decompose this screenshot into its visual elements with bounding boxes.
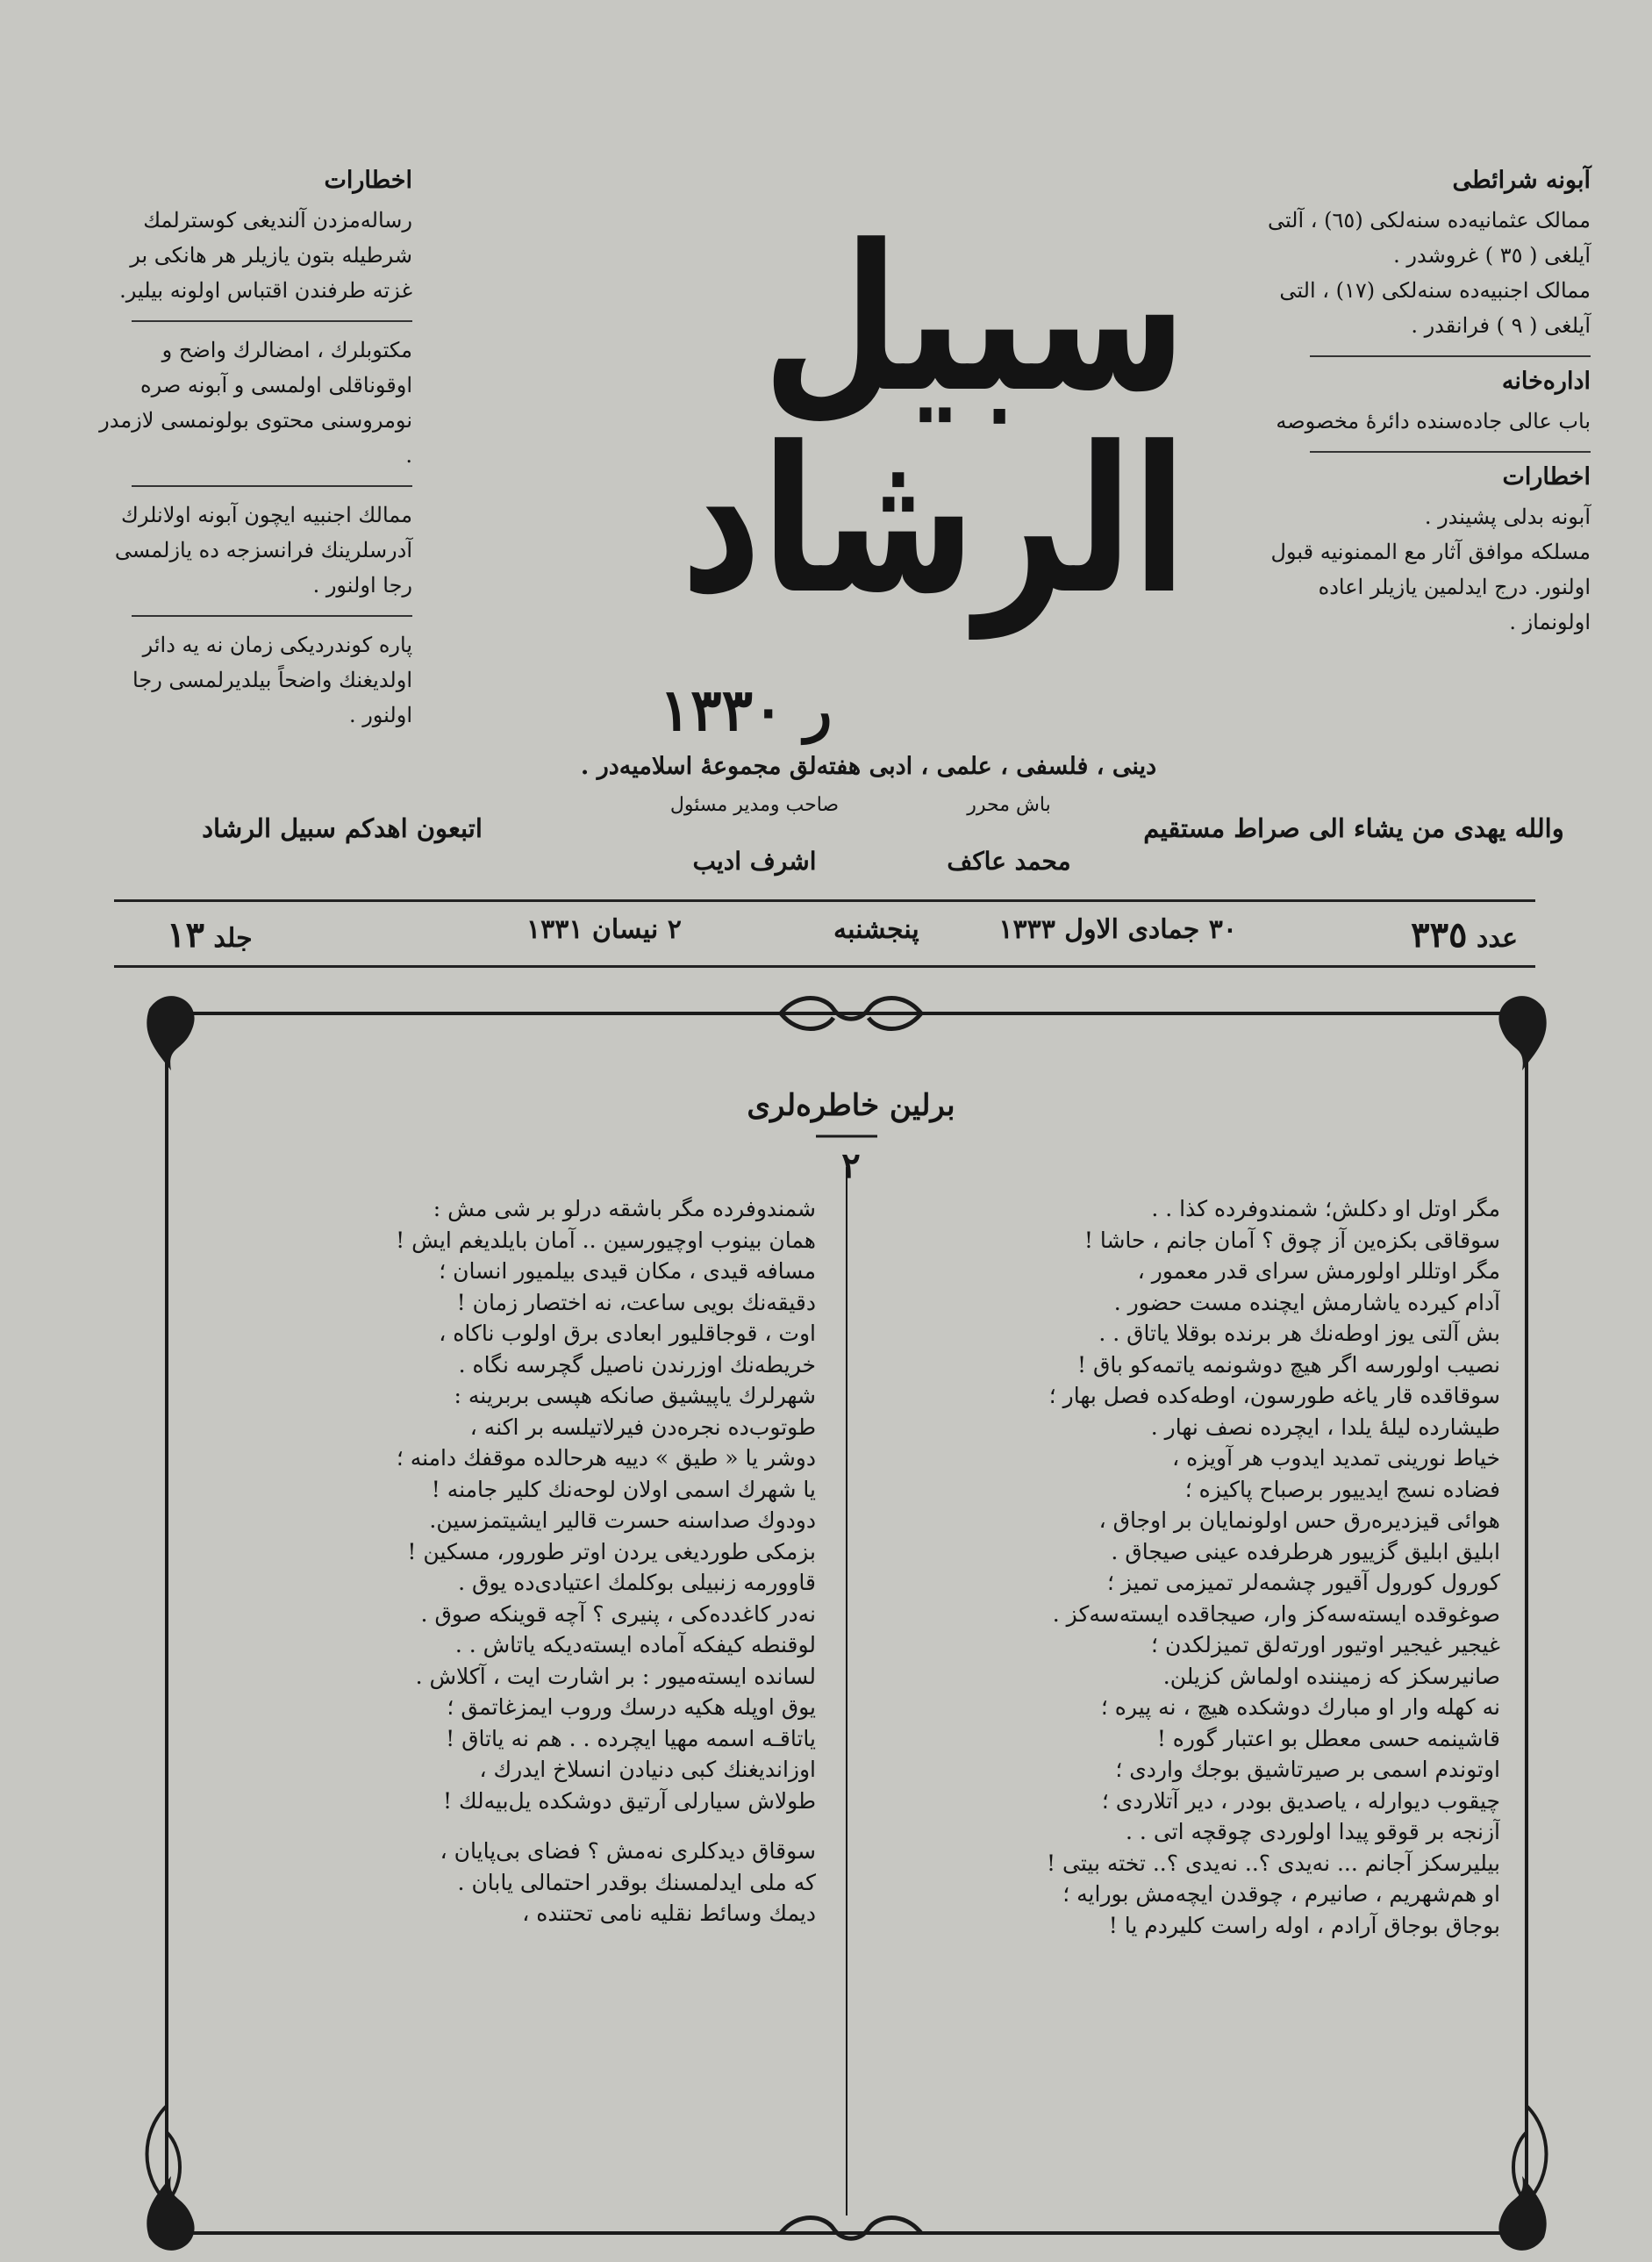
verse-line: سوقاق دیدکلری نه‌مش ؟ فضای بی‌پایان ، — [440, 1838, 816, 1864]
verse-line: طولاش سیارلی آرتیق دوشکده یل‌بیه‌لك ! — [442, 1787, 816, 1814]
verse-line: بیلیرسکز آجانم ... نه‌یدی ؟.. نه‌یدی ؟.. تخته بیتی ! — [1047, 1850, 1500, 1876]
notice-line: ممالك اجنبیه ایچون آبونه اولانلرك — [121, 503, 412, 527]
verse-line: یا شهرك اسمی اولان لوحه‌نك کلیر جامنه ! — [431, 1476, 816, 1502]
notice-line: غزته طرفندن اقتباس اولونه بیلیر. — [119, 278, 412, 303]
notice-line: اولنور. درج ایدلمین یازیلر اعاده — [1318, 575, 1591, 599]
verse-line: اوتوندم اسمی بر صیرتاشیق بوجك واردی ؛ — [1115, 1757, 1500, 1782]
subscription-heading: آبونه شرائطی — [1452, 167, 1591, 194]
verse-line: شمندوفرده مگر باشقه درلو بر شی مش : — [433, 1196, 816, 1221]
verse-line: نه‌در کاغدده‌کی ، پنیری ؟ آچه قوینکه صوق . — [420, 1600, 816, 1627]
issue-number — [1411, 914, 1518, 956]
verse-line: خریطه‌نك اوزرندن ناصیل گچرسه نگاه . — [458, 1351, 816, 1378]
verse-line: کورول کورول آقیور چشمه‌لر تمیزمی تمیز ؛ — [1106, 1570, 1500, 1595]
verse-line: لوقنطه کیفکه آماده ایسته‌دیکه یاتاش . . — [454, 1632, 816, 1657]
subscription-line: ممالک اجنبیه‌ده سنه‌لکی (١٧) ، التی — [1279, 278, 1591, 303]
notice-line: آدرسلرینك فرانسزجه ده یازلمسی — [114, 538, 412, 562]
motto-right: والله یهدی من یشاء الی صراط مستقیم — [1143, 813, 1564, 843]
left-notices-heading: اخطارات — [324, 167, 412, 194]
role-publisher: صاحب ومدیر مسئول — [669, 794, 840, 816]
notice-line: اوقوناقلی اولمسی و آبونه صره — [140, 373, 412, 397]
office-line: باب عالی جاده‌سنده دائرهٔ مخصوصه — [1276, 409, 1591, 433]
verse-line: نه کهله وار او مبارك دوشکده هیچ ، نه پیره ؛ — [1100, 1694, 1500, 1720]
article-part-number: ٢ — [841, 1145, 861, 1186]
verse-line: شهرلرك یاپیشیق صانکه هپسی بربرینه : — [454, 1383, 816, 1408]
verse-line: سوقاقده قار یاغه طورسون، اوطه‌کده فصل بهار ؛ — [1048, 1383, 1500, 1408]
verse-line: دقیقه‌نك بویی ساعت، نه اختصار زمان ! — [456, 1289, 816, 1315]
verse-line: صوغوقده ایسته‌سه‌کز وار، صیجاقده ایسته‌سه‌کز . — [1052, 1600, 1500, 1627]
verse-line: غیجیر غیجیر اوتیور اورته‌لق تمیزلکدن ؛ — [1151, 1632, 1500, 1657]
stanza-gap — [325, 1816, 816, 1836]
left-notices-para-4 — [97, 627, 412, 733]
divider — [132, 320, 412, 322]
divider — [132, 615, 412, 617]
notice-line: رجا اولنور . — [312, 573, 412, 598]
verse-line: دیمك وسائط نقلیه نامی تحتنده ، — [522, 1901, 816, 1926]
article-column-right — [991, 1193, 1500, 1941]
verse-line: او هم‌شهریم ، صانیرم ، چوقدن ایچه‌مش بورایه ؛ — [1062, 1881, 1500, 1907]
notice-line: اولونماز . — [1509, 610, 1591, 634]
notice-line: اولنور . — [348, 703, 412, 727]
verse-line: مسافه قیدی ، مکان قیدی بیلمیور انسان ؛ — [439, 1258, 816, 1284]
verse-line: قاشینمه حسی معطل بو اعتبار گوره ! — [1156, 1725, 1500, 1751]
verse-line: لسانده ایسته‌میور : بر اشارت ایت ، آکلاش . — [415, 1663, 816, 1689]
verse-line: بزمکی طوردیغی یردن اوتر طورور، مسکین ! — [407, 1538, 816, 1564]
issue-bar — [114, 899, 1535, 968]
left-notices-para-3 — [97, 497, 412, 603]
name-publisher: اشرف ادیب — [692, 847, 817, 876]
verse-line: بوجاق بوجاق آرادم ، اوله راست کلیردم یا ! — [1108, 1912, 1500, 1938]
verse-line: سوقاقی بکزه‌ین آز چوق ؟ آمان جانم ، حاشا ! — [1083, 1227, 1500, 1253]
verse-line: که ملی ایدلمسنك بوقدر احتمالی یابان . — [457, 1869, 816, 1895]
subscription-line: ممالک عثمانیه‌ده سنه‌لکی (٦٥) ، آلتی — [1267, 208, 1591, 233]
subscription-line: آیلغی ( ٣٥ ) غروشدر . — [1393, 243, 1591, 268]
office-heading: اداره‌خانه — [1501, 368, 1591, 395]
divider — [1310, 451, 1591, 453]
divider — [1310, 355, 1591, 357]
rumi-date: ٢ نیسان ١٣٣١ — [526, 914, 682, 945]
subscription-terms — [1257, 167, 1591, 652]
verse-line: آزنجه بر قوقو پیدا اولوردی چوقچه اتی . . — [1126, 1819, 1500, 1844]
notice-line: اولدیغنك واضحاً بیلدیرلمسی رجا — [132, 668, 412, 692]
article-column-left — [325, 1193, 816, 1929]
verse-line: صانیرسکز که زمیننده اولماش کزیلن. — [1162, 1663, 1500, 1689]
subscription-lines — [1257, 203, 1591, 343]
volume-label: جلد — [213, 923, 253, 954]
verse-line: خیاط نورینی تمدید ایدوب هر آویزه ، — [1172, 1445, 1500, 1471]
verse-line: ابلیق ابلیق گزییور هرطرفده عینی صیجاق . — [1111, 1538, 1500, 1564]
name-chief-editor: محمد عاكف — [947, 847, 1071, 876]
divider — [132, 485, 412, 487]
verse-line: اوزاندیغنك کبی دنیادن انسلاخ ایدرك ، — [479, 1757, 816, 1782]
role-chief-editor: باش محرر — [967, 794, 1051, 816]
article-title: برلین خاطره‌لری — [747, 1088, 955, 1123]
verse-line: اوت ، قوجاقلیور ابعادی برق اولوب ناکاه ، — [439, 1321, 816, 1346]
logo-calligraphy: سبیل الرشاد — [680, 203, 1187, 639]
verse-line: همان بینوب اوچیورسین .. آمان بایلدیغم ایش ! — [396, 1227, 816, 1253]
masthead-logo — [421, 175, 1281, 667]
verse-line: دوشر یا « طیق » دییه هرحالده موقفك دامنه ؛ — [396, 1445, 816, 1471]
founding-year — [561, 676, 930, 744]
verse-line: مگر اوتللر اولورمش سرای قدر معمور ، — [1137, 1258, 1500, 1284]
left-notices-para-2 — [97, 333, 412, 473]
volume-number — [167, 914, 253, 956]
masthead-mottos — [0, 794, 1652, 899]
verse-line: یاتاقـه اسمه مهیا ایچرده . . هم نه یاتاق ! — [446, 1725, 816, 1751]
notice-line: پاره کوندردیکی زمان نه یه دائر — [142, 633, 412, 657]
verse-line: قاوورمه زنبیلی بوکلمك اعتیادی‌ده یوق . — [458, 1570, 816, 1595]
year-suffix: ر — [804, 676, 833, 744]
subscription-line: آیلغی ( ٩ ) فرانقدر . — [1411, 313, 1591, 338]
notice-line: آبونه بدلی پشیندر . — [1424, 505, 1591, 529]
notices-heading: اخطارات — [1502, 463, 1591, 490]
article-frame — [132, 991, 1562, 2255]
left-notices-para-1 — [97, 203, 412, 308]
verse-line: بش آلتی یوز اوطه‌نك هر برنده بوقلا یاتاق . . — [1098, 1321, 1500, 1346]
notices-lines — [1257, 499, 1591, 640]
verse-line: آدام کیرده یاشارمش ایچنده مست حضور . — [1113, 1289, 1500, 1315]
notice-line: مکتوبلرك ، امضالرك واضح و — [161, 338, 412, 362]
weekday: پنجشنبه — [833, 914, 919, 945]
verse-line: طوتوب‌ده نجره‌دن فیرلاتیلسه بر اکنه ، — [469, 1414, 816, 1440]
year-number: ١٣٣٠ — [659, 676, 784, 744]
verse-line: مگر اوتل او دکلش؛ شمندوفرده کذا . . — [1151, 1196, 1500, 1221]
notice-line: مسلکه موافق آثار مع الممنونیه قبول — [1270, 540, 1591, 564]
verse-line: فضاده نسج ایدییور برصباح پاکیزه ؛ — [1184, 1476, 1500, 1502]
verse-line: نصیب اولورسه اگر هیچ دوشونمه یاتمه‌کو باق ! — [1077, 1351, 1500, 1378]
issue-label: عدد — [1476, 923, 1518, 954]
verse-line: یوق اوپله هکیه درسك وروب ایمزغاتمق ؛ — [447, 1694, 816, 1720]
hijri-date: ٣٠ جمادی الاول ١٣٣٣ — [998, 914, 1237, 945]
left-notices — [97, 167, 412, 745]
motto-left: اتبعون اهدکم سبیل الرشاد — [202, 813, 483, 843]
verse-line: چیقوب دیوارله ، یاصدیق بودر ، دیر آتلاردی ؛ — [1101, 1787, 1500, 1814]
volume-value: ١٣ — [167, 914, 204, 956]
verse-line: دودوك صداسنه حسرت قالیر ایشیتمزسین. — [429, 1507, 816, 1533]
notice-line: شرطیله بتون یازیلر هر هانکی بر — [130, 243, 412, 268]
notice-line: رساله‌مزدن آلندیغی کوسترلمك — [143, 208, 412, 233]
verse-line: طیشارده لیلهٔ یلدا ، ایچرده نصف نهار . — [1150, 1414, 1500, 1440]
masthead-subtitle: دینی ، فلسفی ، علمی ، ادبی هفته‌لق مجموعهٔ اسلامیه‌در . — [580, 753, 1157, 780]
verse-line: هوائی قیزدیره‌رق حس اولونمایان بر اوجاق ، — [1098, 1507, 1500, 1533]
issue-value: ٣٣٥ — [1411, 914, 1468, 956]
notice-line: نومروسنی محتوی بولونمسی لازمدر . — [99, 408, 412, 468]
